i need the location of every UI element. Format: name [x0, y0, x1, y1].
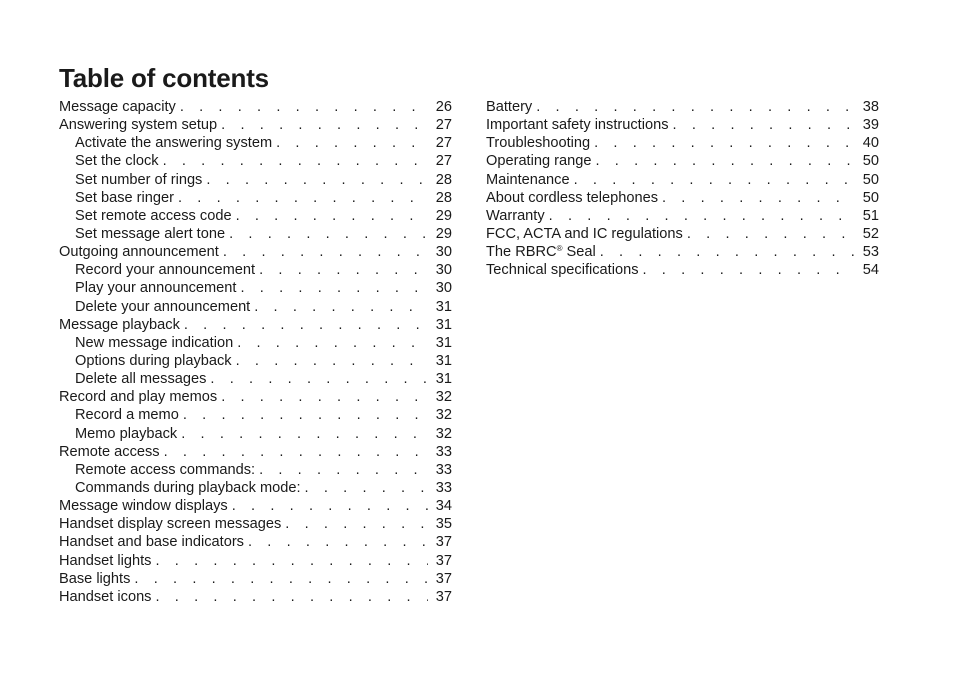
dot-leader [151, 552, 428, 570]
toc-entry[interactable] [59, 570, 452, 588]
toc-entry-title [59, 116, 217, 134]
toc-entry[interactable] [486, 116, 879, 134]
toc-entry-page-number: 40 [855, 134, 879, 152]
toc-entry[interactable] [59, 479, 452, 497]
dot-leader [532, 98, 855, 116]
dot-leader [151, 588, 428, 606]
toc-entry[interactable] [59, 298, 452, 316]
toc-entry-title [59, 570, 130, 588]
toc-entry-title [59, 461, 255, 479]
toc-entry-page-number: 28 [428, 171, 452, 189]
toc-entry-title [59, 588, 151, 606]
toc-entry-title [59, 443, 160, 461]
dot-leader [301, 479, 428, 497]
dot-leader [272, 134, 428, 152]
toc-entry[interactable] [486, 134, 879, 152]
toc-entry-title [59, 261, 255, 279]
toc-entry-text: Memo playback [75, 425, 178, 442]
toc-entry-text: Set remote access code [75, 207, 232, 224]
dot-leader [591, 152, 855, 170]
toc-left-column [59, 98, 452, 606]
toc-entry-title [59, 316, 180, 334]
toc-entry-page-number: 27 [428, 116, 452, 134]
toc-entry[interactable] [486, 171, 879, 189]
dot-leader [159, 152, 428, 170]
dot-leader [130, 570, 428, 588]
toc-entry[interactable] [59, 406, 452, 424]
toc-entry-title [486, 243, 596, 261]
toc-entry-text: Handset display screen messages [59, 516, 282, 533]
toc-entry-page-number: 31 [428, 370, 452, 388]
toc-entry[interactable] [59, 425, 452, 443]
toc-entry[interactable] [59, 552, 452, 570]
toc-entry[interactable] [59, 334, 452, 352]
toc-entry-text: Set message alert tone [75, 225, 226, 242]
toc-entry-page-number: 50 [855, 171, 879, 189]
toc-entry[interactable] [486, 261, 879, 279]
toc-entry-page-number: 51 [855, 207, 879, 225]
toc-entry-text: The RBRC [486, 244, 557, 261]
toc-entry-page-number: 50 [855, 152, 879, 170]
dot-leader [176, 98, 428, 116]
toc-entry-text: Set base ringer [75, 189, 174, 206]
toc-entry-text: Warranty [486, 207, 545, 224]
dot-leader [160, 443, 428, 461]
toc-entry-page-number: 30 [428, 279, 452, 297]
toc-entry-text: Operating range [486, 153, 592, 170]
toc-entry-title [59, 279, 236, 297]
toc-entry[interactable] [59, 588, 452, 606]
toc-entry[interactable] [59, 152, 452, 170]
toc-entry-text: Maintenance [486, 171, 570, 188]
toc-entry-page-number: 32 [428, 388, 452, 406]
dot-leader [225, 225, 428, 243]
toc-entry[interactable] [59, 370, 452, 388]
toc-entry-page-number: 37 [428, 588, 452, 606]
toc-entry-page-number: 26 [428, 98, 452, 116]
dot-leader [217, 116, 428, 134]
toc-entry-title [486, 225, 683, 243]
toc-entry-text: Activate the answering system [75, 135, 273, 152]
dot-leader [179, 406, 428, 424]
toc-entry-page-number: 37 [428, 552, 452, 570]
dot-leader [206, 370, 428, 388]
toc-entry-title [59, 352, 232, 370]
toc-entry-page-number: 33 [428, 461, 452, 479]
toc-entry[interactable] [59, 316, 452, 334]
toc-entry-page-number: 30 [428, 243, 452, 261]
toc-entry-page-number: 31 [428, 298, 452, 316]
toc-entry-title [486, 207, 545, 225]
dot-leader [202, 171, 428, 189]
toc-entry-page-number: 34 [428, 497, 452, 515]
toc-entry-text: Troubleshooting [486, 135, 591, 152]
toc-entry-title [59, 533, 244, 551]
toc-entry[interactable] [59, 515, 452, 533]
dot-leader [232, 207, 428, 225]
toc-entry-title [59, 171, 202, 189]
dot-leader [232, 352, 428, 370]
dot-leader [683, 225, 855, 243]
dot-leader [570, 171, 855, 189]
toc-entry-text: Technical specifications [486, 262, 639, 279]
toc-entry[interactable] [59, 261, 452, 279]
toc-entry-title [486, 98, 532, 116]
toc-entry-page-number: 52 [855, 225, 879, 243]
toc-entry[interactable] [486, 189, 879, 207]
toc-entry-text: Handset and base indicators [59, 534, 244, 551]
toc-entry-page-number: 35 [428, 515, 452, 533]
toc-entry-text: Battery [486, 99, 533, 115]
toc-entry-text: Set the clock [75, 153, 159, 170]
toc-entry-title [59, 134, 272, 152]
dot-leader [233, 334, 428, 352]
toc-entry-title [59, 298, 250, 316]
toc-entry[interactable] [486, 243, 879, 261]
toc-entry-page-number: 27 [428, 152, 452, 170]
toc-entry[interactable] [59, 388, 452, 406]
toc-entry-text: Outgoing announcement [59, 244, 219, 261]
toc-entry-page-number: 53 [855, 243, 879, 261]
toc-entry[interactable] [59, 134, 452, 152]
toc-entry-title [486, 171, 570, 189]
dot-leader [658, 189, 855, 207]
toc-entry[interactable] [486, 225, 879, 243]
dot-leader [250, 298, 428, 316]
toc-entry-title [59, 515, 281, 533]
dot-leader [177, 425, 428, 443]
toc-entry-text: New message indication [75, 334, 234, 351]
toc-entry-page-number: 31 [428, 352, 452, 370]
toc-entry-page-number: 29 [428, 207, 452, 225]
toc-entry-page-number: 31 [428, 316, 452, 334]
toc-entry-text: Remote access [59, 443, 160, 460]
toc-entry[interactable] [486, 98, 879, 116]
toc-entry-title [59, 98, 176, 116]
toc-entry[interactable] [59, 461, 452, 479]
toc-entry[interactable] [59, 189, 452, 207]
toc-entry-page-number: 28 [428, 189, 452, 207]
toc-entry-page-number: 32 [428, 406, 452, 424]
page-title: Table of contents [59, 63, 269, 93]
dot-leader [217, 388, 428, 406]
toc-entry-text: Message playback [59, 316, 180, 333]
toc-entry-title [59, 552, 151, 570]
toc-entry-title [59, 425, 177, 443]
toc-entry-text: Record your announcement [75, 262, 256, 279]
toc-entry-page-number: 39 [855, 116, 879, 134]
toc-entry[interactable] [59, 171, 452, 189]
toc-entry-text: Answering system setup [59, 117, 218, 134]
toc-entry-text: Record a memo [75, 407, 179, 424]
toc-entry-title [486, 134, 590, 152]
toc-entry-text: Set number of rings [75, 171, 203, 188]
toc-entry-text: Handset lights [59, 552, 152, 569]
toc-entry-text-suffix: Seal [562, 244, 596, 261]
toc-entry-title [59, 479, 301, 497]
toc-entry-text: Delete your announcement [75, 298, 251, 315]
toc-entry-title [59, 152, 159, 170]
dot-leader [669, 116, 855, 134]
toc-entry-title [59, 207, 232, 225]
registered-mark: ® [556, 244, 563, 254]
toc-entry-page-number: 31 [428, 334, 452, 352]
toc-entry[interactable] [59, 116, 452, 134]
toc-entry-page-number: 30 [428, 261, 452, 279]
toc-entry-text: Options during playback [75, 352, 232, 369]
toc-entry-title [59, 243, 219, 261]
toc-entry[interactable] [59, 533, 452, 551]
toc-entry-page-number: 33 [428, 479, 452, 497]
toc-entry-page-number: 29 [428, 225, 452, 243]
dot-leader [174, 189, 428, 207]
toc-entry[interactable] [486, 207, 879, 225]
toc-entry[interactable] [59, 207, 452, 225]
toc-entry-page-number: 37 [428, 570, 452, 588]
toc-entry-page-number: 38 [855, 98, 879, 116]
toc-entry-page-number: 27 [428, 134, 452, 152]
toc-entry-text: Important safety instructions [486, 117, 669, 134]
toc-entry-text: Record and play memos [59, 389, 218, 406]
dot-leader [228, 497, 428, 515]
toc-entry[interactable] [59, 98, 452, 116]
toc-entry-page-number: 32 [428, 425, 452, 443]
toc-entry-text: Delete all messages [75, 371, 207, 388]
toc-entry-text: Play your announcement [75, 280, 237, 297]
toc-entry-text: Message capacity [59, 99, 176, 115]
toc-entry-title [59, 388, 217, 406]
toc-entry[interactable] [59, 497, 452, 515]
toc-entry[interactable] [59, 279, 452, 297]
toc-entry[interactable] [59, 352, 452, 370]
toc-entry-text: Commands during playback mode: [75, 479, 301, 496]
toc-right-column [486, 98, 879, 279]
toc-entry[interactable] [486, 152, 879, 170]
toc-entry[interactable] [59, 225, 452, 243]
dot-leader [545, 207, 855, 225]
toc-entry-title [59, 225, 225, 243]
dot-leader [219, 243, 428, 261]
toc-entry-page-number: 54 [855, 261, 879, 279]
dot-leader [255, 461, 428, 479]
dot-leader [281, 515, 428, 533]
toc-entry-text: Message window displays [59, 498, 228, 515]
toc-entry-title [486, 189, 658, 207]
toc-entry-text: Handset icons [59, 588, 152, 605]
dot-leader [639, 261, 856, 279]
toc-entry-title [59, 370, 206, 388]
dot-leader [590, 134, 855, 152]
toc-entry-title [59, 189, 174, 207]
toc-entry-text: Remote access commands: [75, 461, 256, 478]
toc-entry-title [486, 116, 669, 134]
toc-entry-page-number: 50 [855, 189, 879, 207]
dot-leader [236, 279, 428, 297]
toc-entry[interactable] [59, 243, 452, 261]
dot-leader [596, 243, 855, 261]
toc-entry-text: About cordless telephones [486, 189, 658, 206]
toc-entry-text: Base lights [59, 570, 131, 587]
toc-entry-page-number: 33 [428, 443, 452, 461]
toc-entry-title [486, 152, 591, 170]
dot-leader [244, 533, 428, 551]
toc-entry[interactable] [59, 443, 452, 461]
dot-leader [180, 316, 428, 334]
toc-entry-title [486, 261, 639, 279]
toc-entry-title [59, 406, 179, 424]
toc-entry-page-number: 37 [428, 533, 452, 551]
toc-entry-title [59, 497, 228, 515]
dot-leader [255, 261, 428, 279]
toc-entry-text: FCC, ACTA and IC regulations [486, 225, 683, 242]
toc-entry-title [59, 334, 233, 352]
